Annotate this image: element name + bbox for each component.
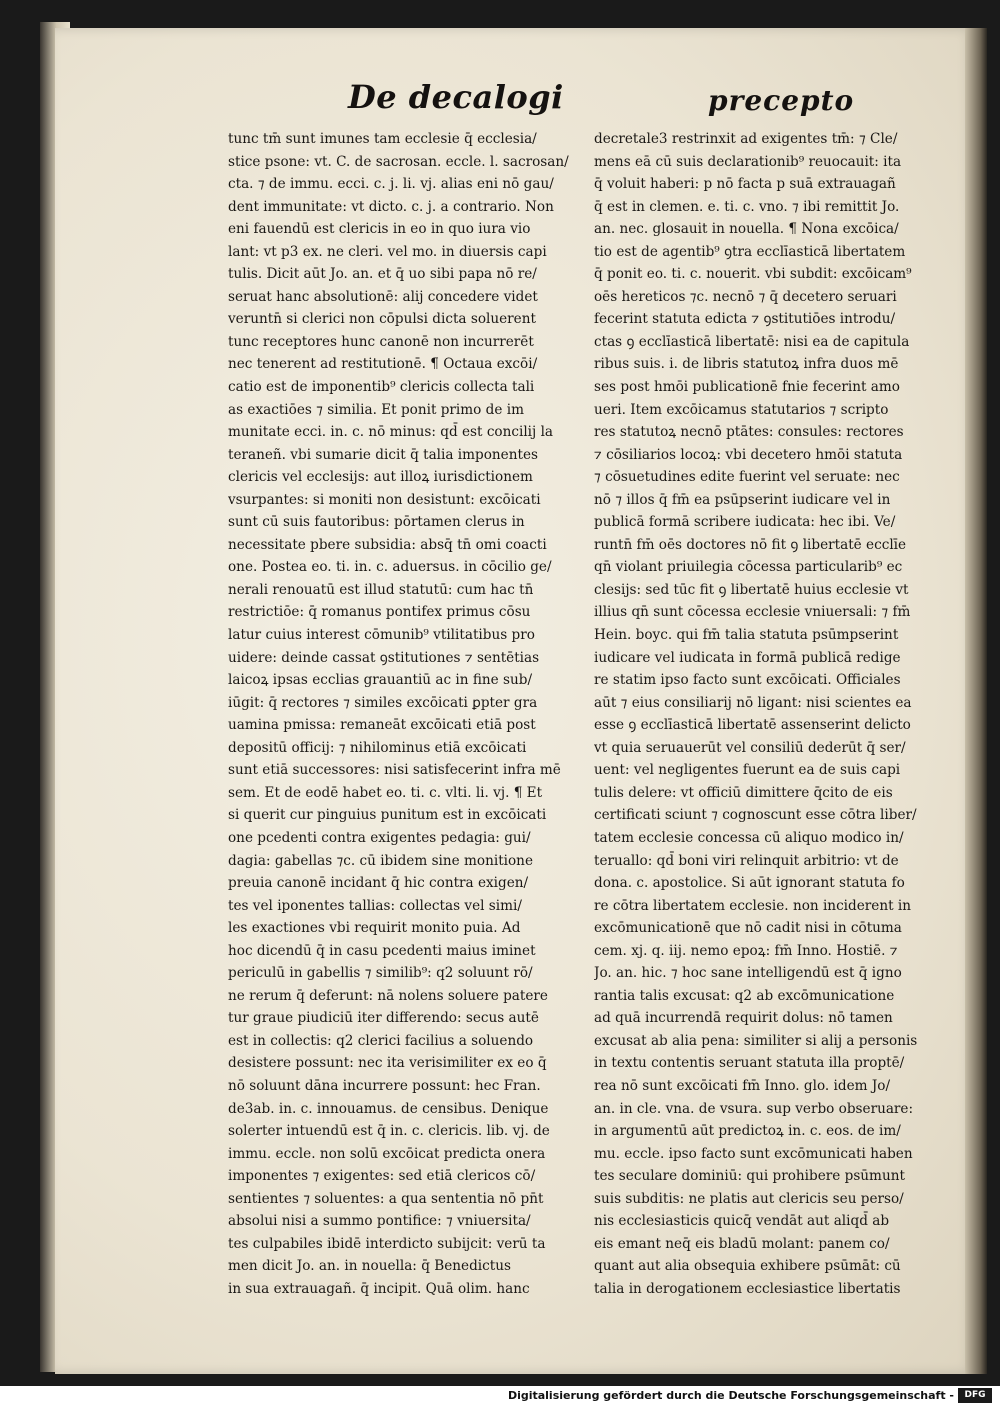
text-line: iūgit: q̄ rectores ⁊ similes excōicati ꝑpter gra <box>228 694 538 711</box>
text-line: nō soluunt dāna incurrere possunt: hec Fran. <box>228 1077 541 1094</box>
text-line: uidere: deinde cassat ꝯstitutiones ⁊ sentētias <box>228 649 540 666</box>
text-line: est in collectis: q2 clerici facilius a soluendo <box>228 1032 534 1049</box>
text-line: tatem ecclesie concessa cū aliquo modico in/ <box>594 829 904 846</box>
text-line: mu. eccle. ipso facto sunt excōmunicati haben <box>594 1145 913 1162</box>
text-line: tur graue piudiciū iter differendo: secus autē <box>228 1010 539 1027</box>
text-line: in sua extrauagañ. q̄ incipit. Quā olim. hanc <box>228 1280 530 1297</box>
text-line: aūt ⁊ eius consiliarij nō ligant: nisi scientes ea <box>594 694 912 711</box>
text-line: illius qn̄ sunt cōcessa ecclesie vniuersali: ⁊ fm̄ <box>594 604 911 621</box>
text-line: dent immunitate: vt dicto. c. j. a contrario. Non <box>228 198 554 215</box>
text-line: munitate ecci. in. c. nō minus: qd̄ est concilij la <box>228 424 554 441</box>
text-line: immu. eccle. non solū excōicat predicta onera <box>228 1145 546 1162</box>
text-line: vsurpantes: si moniti non desistunt: excōicati <box>228 491 541 508</box>
text-line: latur cuius interest cōmunib⁹ vtilitatibus pro <box>228 627 535 644</box>
text-line: les exactiones vbi requirit monito puia. Ad <box>228 920 521 937</box>
text-line: tio est de agentib⁹ ꝯtra ecclīasticā libertatem <box>594 243 906 260</box>
text-line: as exactiōes ⁊ similia. Et ponit primo de im <box>228 401 524 418</box>
text-line: tes culpabiles ibidē interdicto subijcit: verū ta <box>228 1235 546 1252</box>
text-line: an. in cle. vna. de vsura. sup verbo obseruare: <box>594 1100 914 1117</box>
text-line: periculū in gabellis ⁊ similib⁹: q2 soluunt rō/ <box>228 965 533 982</box>
text-line: men dicit Jo. an. in nouella: q̄ Benedictus <box>228 1258 511 1275</box>
text-line: imponentes ⁊ exigentes: sed etiā clericos cō/ <box>228 1168 536 1185</box>
text-line: veruntn̄ si clerici non cōpulsi dicta soluerent <box>228 311 536 328</box>
text-line: runtn̄ fm̄ oēs doctores nō fit ꝯ libertatē ecclīe <box>594 536 907 553</box>
running-head-left: De decalogi <box>348 78 564 116</box>
text-line: nerali renouatū est illud statutū: cum hac tn̄ <box>228 581 534 598</box>
text-line: quant aut alia obsequia exhibere psūmāt: cū <box>594 1258 901 1275</box>
text-line: tulis delere: vt officiū dimittere q̄cito de eis <box>594 784 893 801</box>
text-line: desistere possunt: nec ita verisimiliter ex eo q̄ <box>228 1055 547 1072</box>
text-line: laicoꝝ ipsas ecclias grauantiū ac in fine sub/ <box>228 672 533 689</box>
text-line: si querit cur pinguius punitum est in excōicati <box>228 807 547 824</box>
text-line: excusat ab alia pena: similiter si alij a personis <box>594 1032 918 1049</box>
text-line: talia in derogationem ecclesiastice libertatis <box>594 1280 901 1297</box>
text-line: de3ab. in. c. innouamus. de censibus. Denique <box>228 1100 549 1117</box>
text-line: eis emant neq̄ eis bladū molant: panem co/ <box>594 1235 890 1252</box>
text-line: excōmunicationē que nō cadit nisi in cōtuma <box>594 920 902 937</box>
text-line: absolui nisi a summo pontifice: ⁊ vniuersita/ <box>228 1213 531 1230</box>
text-line: nō ⁊ illos q̄ fm̄ ea psūpserint iudicare vel in <box>594 491 891 508</box>
text-line: nis ecclesiasticis quicq̄ vendāt aut aliqd̄ ab <box>594 1213 890 1230</box>
text-line: restrictiōe: q̄ romanus pontifex primus cōsu <box>228 604 531 621</box>
text-line: tunc receptores hunc canonē non incurrerēt <box>228 333 534 350</box>
text-line: re statim ipso facto sunt excōicati. Officiales <box>594 672 901 689</box>
text-line: nec tenerent ad restitutionē. ¶ Octaua excōi/ <box>228 356 538 373</box>
page-gutter-shadow <box>965 28 987 1374</box>
text-line: in textu contentis seruant statuta illa proptē/ <box>594 1055 905 1072</box>
text-line: ⁊ cōsuetudines edite fuerint vel seruate: nec <box>594 469 900 486</box>
text-line: certificati sciunt ⁊ cognoscunt esse cōtra liber/ <box>594 807 917 824</box>
text-line: ctas ꝯ ecclīasticā libertatē: nisi ea de capitula <box>594 333 910 350</box>
text-line: dona. c. apostolice. Si aūt ignorant statuta fo <box>594 875 905 892</box>
text-line: suis subditis: ne platis aut clericis seu perso/ <box>594 1190 904 1207</box>
text-line: clericis vel ecclesijs: aut illoꝝ iurisdictionem <box>228 469 533 486</box>
text-line: decretale3 restrinxit ad exigentes tm̄: ⁊ Cle/ <box>594 131 898 147</box>
text-line: mens eā cū suis declarationib⁹ reuocauit: ita <box>594 153 902 170</box>
text-line: q̄ est in clemen. e. ti. c. vno. ⁊ ibi remittit Jo. <box>594 198 900 215</box>
text-line: seruat hanc absolutionē: alij concedere videt <box>228 288 538 305</box>
text-line: ad quā incurrendā requirit dolus: nō tamen <box>594 1010 893 1027</box>
text-line: teruallo: qd̄ boni viri relinquit arbitrio: vt de <box>594 852 899 869</box>
text-line: dagia: gabellas ⁊c. cū ibidem sine monitione <box>228 852 533 869</box>
text-line: re cōtra libertatem ecclesie. non inciderent in <box>594 897 911 914</box>
text-column-left <box>228 128 600 1300</box>
dfg-logo: DFG <box>958 1388 992 1403</box>
text-line: lant: vt p3 ex. ne cleri. vel mo. in diuersis capi <box>228 243 547 260</box>
text-line: sunt cū suis fautoribus: pōrtamen clerus in <box>228 514 525 531</box>
text-line: tes vel iponentes tallias: collectas vel simi/ <box>228 897 522 914</box>
text-line: eni fauendū est clericis in eo in quo iura vio <box>228 221 531 238</box>
text-line: hoc dicendū q̄ in casu pcedenti maius iminet <box>228 942 536 959</box>
text-line: cem. xj. q. iij. nemo epoꝝ: fm̄ Inno. Hostiē. ⁊ <box>594 942 898 959</box>
text-line: one. Postea eo. ti. in. c. aduersus. in cōcilio ge/ <box>228 559 552 576</box>
text-line: Hein. boyc. qui fm̄ talia statuta psūmpserint <box>594 627 899 644</box>
text-line: one pcedenti contra exigentes pedagia: gui/ <box>228 829 531 846</box>
text-line: sem. Et de eodē habet eo. ti. c. vlti. li. vj. ¶ Et <box>228 784 543 801</box>
text-line: an. nec. glosauit in nouella. ¶ Nona excōica/ <box>594 221 899 238</box>
text-line: in argumentū aūt predictoꝝ in. c. eos. de im/ <box>594 1123 901 1140</box>
text-line: tes seculare dominiū: qui prohibere psūmunt <box>594 1168 905 1185</box>
text-line: vt quia seruauerūt vel consiliū dederūt q̄ ser/ <box>594 739 906 756</box>
text-line: tunc tm̄ sunt imunes tam ecclesie q̄ ecclesia/ <box>228 131 537 147</box>
text-line: iudicare vel iudicata in formā publicā redige <box>594 649 901 666</box>
running-head-right: precepto <box>708 84 855 117</box>
text-line: res statutoꝝ necnō ptātes: consules: rectores <box>594 424 904 441</box>
text-line: fecerint statuta edicta ⁊ ꝯstitutiōes introdu/ <box>594 311 896 328</box>
text-line: ⁊ cōsiliarios locoꝝ: vbi decetero hmōi statuta <box>594 446 903 463</box>
text-line: q̄ voluit haberi: p nō facta p suā extrauagañ <box>594 176 896 193</box>
text-line: uamina pmissa: remaneāt excōicati etiā post <box>228 717 536 734</box>
text-line: ribus suis. i. de libris statutoꝝ infra duos mē <box>594 356 899 373</box>
text-line: qn̄ violant priuilegia cōcessa particularib⁹ ec <box>594 559 903 576</box>
text-line: rantia talis excusat: q2 ab excōmunicatione <box>594 987 895 1004</box>
text-line: rea nō sunt excōicati fm̄ Inno. glo. idem Jo/ <box>594 1077 891 1094</box>
text-line: solerter intuendū est q̄ in. c. clericis. lib. vj. de <box>228 1123 550 1140</box>
text-line: preuia canonē incidant q̄ hic contra exigen/ <box>228 875 529 892</box>
text-line: sunt etiā successores: nisi satisfecerint infra mē <box>228 762 561 779</box>
text-line: necessitate pbere subsidia: absq̄ tn̄ omi coacti <box>228 536 547 553</box>
text-line: uent: vel negligentes fuerunt ea de suis capi <box>594 762 901 779</box>
text-line: teraneñ. vbi sumarie dicit q̄ talia imponentes <box>228 446 538 463</box>
text-line: cta. ⁊ de immu. ecci. c. j. li. vj. alias eni nō gau/ <box>228 176 554 193</box>
text-line: sentientes ⁊ soluentes: a qua sententia nō pn̄t <box>228 1190 544 1207</box>
text-line: depositū officij: ⁊ nihilominus etiā excōicati <box>228 739 527 756</box>
text-line: publicā formā scribere iudicata: hec ibi. Ve/ <box>594 514 896 531</box>
text-line: clesijs: sed tūc fit ꝯ libertatē huius ecclesie vt <box>594 581 909 598</box>
text-line: q̄ ponit eo. ti. c. nouerit. vbi subdit: excōicam⁹ <box>594 266 912 283</box>
text-line: stice psone: vt. C. de sacrosan. eccle. l. sacrosan/ <box>228 153 569 170</box>
funding-credit: Digitalisierung gefördert durch die Deutsche Forschungsgemeinschaft - <box>507 1389 954 1402</box>
text-line: Jo. an. hic. ⁊ hoc sane intelligendū est q̄ igno <box>594 965 902 982</box>
text-line: ueri. Item excōicamus statutarios ⁊ scripto <box>594 401 889 418</box>
text-line: ne rerum q̄ deferunt: nā nolens soluere patere <box>228 987 548 1004</box>
text-line: oēs hereticos ⁊c. necnō ⁊ q̄ decetero seruari <box>594 288 897 305</box>
text-line: esse ꝯ ecclīasticā libertatē assenserint delicto <box>594 717 911 734</box>
text-line: tulis. Dicit aūt Jo. an. et q̄ uo sibi papa nō re/ <box>228 266 537 283</box>
text-column-right <box>594 128 968 1300</box>
text-line: ses post hmōi publicationē fnie fecerint amo <box>594 379 900 396</box>
text-line: catio est de imponentib⁹ clericis collecta tali <box>228 379 535 396</box>
